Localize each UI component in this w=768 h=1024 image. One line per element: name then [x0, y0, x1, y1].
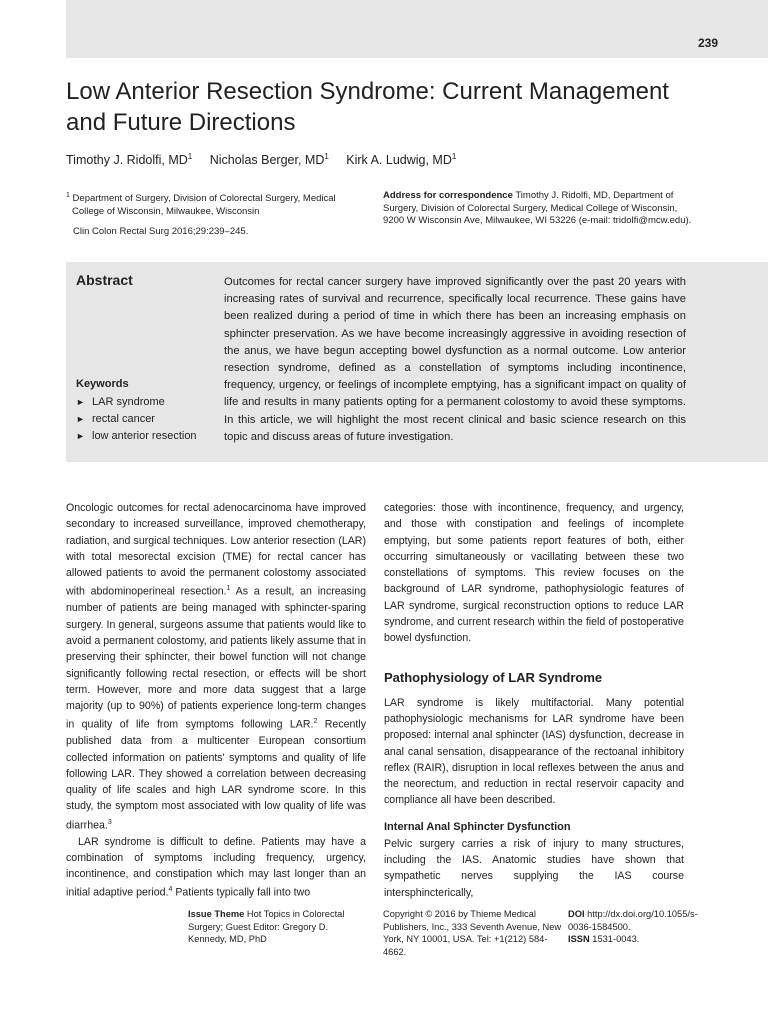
- correspondence-label: Address for correspondence: [383, 190, 513, 201]
- correspondence-text: Timothy J. Ridolfi, MD, Department of Surgery, Division of Colorectal Surgery, Medical College of Wisconsin, 9200 W Wisconsin Ave, Milwaukee, WI 53226 (e-mail: tridolfi@mcw.edu).: [383, 190, 692, 226]
- correspondence: [383, 190, 693, 228]
- subsection-heading: Internal Anal Sphincter Dysfunction: [384, 820, 571, 833]
- keyword-item: ► rectal cancer: [76, 411, 197, 428]
- section-heading: Pathophysiology of LAR Syndrome: [384, 669, 603, 685]
- footer-issue-theme: Issue Theme Hot Topics in Colorectal Surgery; Guest Editor: Gregory D. Kennedy, MD, PhD: [188, 909, 345, 944]
- keywords-heading: Keywords: [76, 378, 129, 390]
- keywords-list: [76, 394, 197, 445]
- arrow-icon: ►: [76, 414, 85, 424]
- body-column-left: [66, 500, 366, 901]
- arrow-icon: ►: [76, 431, 85, 441]
- arrow-icon: ►: [76, 397, 85, 407]
- footer-copyright: Copyright © 2016 by Thieme Medical Publishers, Inc., 333 Seventh Avenue, New York, NY 10001, USA. Tel: +1(212) 584-4662.: [383, 909, 562, 957]
- keyword-item: ► LAR syndrome: [76, 394, 197, 411]
- abstract-heading: Abstract: [76, 272, 133, 288]
- body-paragraph: categories: those with incontinence, frequency, and urgency, and those with constipation and feelings of incomplete emptying, but some patients report features of both, either occurring simultaneously or vacillating between these two constellations of symptoms. This review focuses on the background of LAR syndrome, pathophysiologic features of LAR syndrome, surgical reconstruction options to reduce LAR syndrome, and current research within the field of postoperative bowel dysfunction.: [384, 502, 684, 645]
- affiliation: $^1$ Department of Surgery, Division of Colorectal Surgery, Medical College of Wisconsin, Milwaukee, Wisconsin: [66, 192, 336, 217]
- body-paragraph: LAR syndrome is likely multifactorial. Many potential pathophysiologic mechanisms for LAR syndrome have been proposed: internal anal sphincter (IAS) dysfunction, decrease in anal canal sensation, disappearance of the rectoanal inhibitory reflex (RAIR), disruption in local reflexes between the anus and the neorectum, and reduction in rectal reservoir capacity and compliance all have been described.: [384, 696, 684, 807]
- author: Timothy J. Ridolfi, $MD^1$: [66, 152, 193, 168]
- footer-doi: DOI http://dx.doi.org/10.1055/s-0036-1584500. ISSN 1531-0043.: [568, 909, 698, 944]
- author-list: [66, 152, 470, 167]
- body-column-right: [384, 500, 684, 901]
- keyword-item: ► low anterior resection: [76, 428, 197, 445]
- body-paragraph: LAR syndrome is difficult to define. Patients may have a combination of symptoms including frequency, urgency, incontinence, and constipation which may last longer than an initial adaptive period.$^4$ Patients typically fall into two: [66, 835, 366, 899]
- article-title: Low Anterior Resection Syndrome: Current Management and Future Directions: [66, 78, 669, 136]
- page-number: 239: [697, 36, 718, 50]
- author: Kirk A. Ludwig, $MD^1$: [346, 152, 457, 168]
- author: Nicholas Berger, $MD^1$: [209, 152, 329, 168]
- header-band: [66, 0, 768, 58]
- citation: Clin Colon Rectal Surg 2016;29:239–245.: [73, 226, 249, 237]
- body-paragraph: Oncologic outcomes for rectal adenocarcinoma have improved secondary to increased surveillance, improved chemotherapy, radiation, and surgical techniques. Low anterior resection (LAR) with total mesorectal excision (TME) for rectal cancer has allowed patients to avoid the permanent colostomy associated with abdominoperineal resection.$^1$ As a result, an increasing number of patients are being managed with sphincter-sparing surgery. In general, surgeons assume that patients would like to avoid a permanent colostomy, and patients likely assume that in preserving their sphincter, their bowel function will not change significantly following rectal resection, or effects will be short term. However, more and more data suggest that a large majority (up to 90%) of patients experience long-term changes in quality of life from symptoms following LAR.$^2$ Recently published data from a multicenter European consortium collected information on patients' symptoms and quality of life following LAR. They showed a correlation between decreasing quality of life scales and high LAR syndrome score. In this study, the symptom most associated with low quality of life was diarrhea.$^3$: [66, 502, 366, 832]
- abstract-text: Outcomes for rectal cancer surgery have improved significantly over the past 20 years with increasing rates of survival and recurrence, specifically local recurrence. These gains have been realized during a period of time in which there has been an increasing emphasis on sphincter preservation. As we have become increasingly aggressive in avoiding resection of the anus, we have begun accepting bowel dysfunction as a normal outcome. Low anterior resection syndrome, defined as a constellation of symptoms including incontinence, frequency, urgency, or feelings of incomplete emptying, has a significant impact on quality of life and results in many patients opting for a permanent colostomy to avoid these symptoms. In this article, we will highlight the most recent clinical and basic science research on this topic and discuss areas of future investigation.: [224, 276, 686, 443]
- body-paragraph: Pelvic surgery carries a risk of injury to many structures, including the IAS. Anatomic studies have shown that sympathetic nerves supplying the IAS course intersphincterically,: [384, 837, 684, 899]
